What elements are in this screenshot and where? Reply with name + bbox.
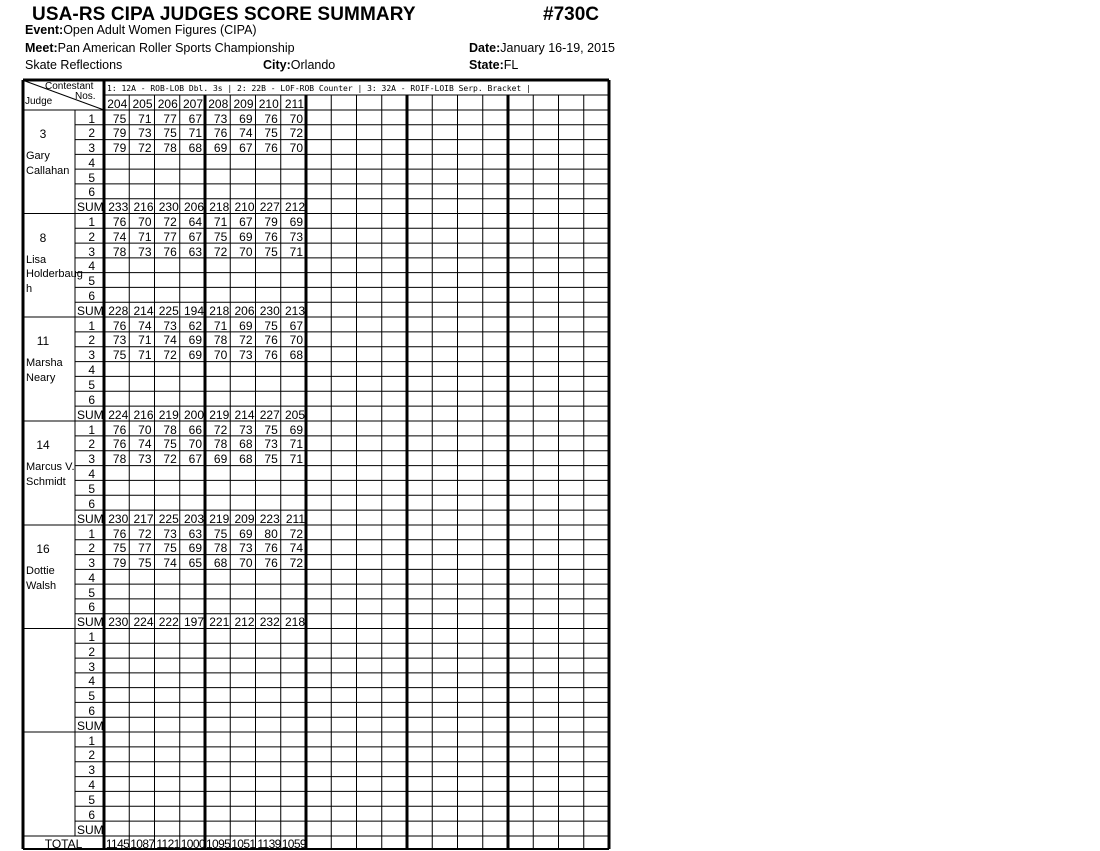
sum-row-label: SUM [77,511,104,526]
figure-row-label: 3 [88,244,95,259]
score-cell: 76 [264,111,278,126]
score-cell: 75 [264,126,278,141]
figure-row-label: 4 [88,259,95,274]
event-label: Event: [25,23,64,37]
score-cell: 67 [239,141,253,156]
score-cell: 75 [112,348,127,363]
figure-row-label: 5 [88,377,95,392]
figure-row-label: 1 [88,215,95,229]
score-cell: 69 [188,348,202,363]
sum-cell: 200 [183,407,204,422]
score-cell: 71 [138,111,152,126]
score-cell: 72 [163,452,177,467]
sum-cell: 209 [234,511,255,526]
sum-cell: 222 [158,615,179,630]
judge-number: 14 [36,438,50,452]
score-cell: 69 [213,141,228,156]
score-cell: 72 [163,215,177,229]
contestant-number: 209 [233,97,254,111]
sum-cell: 230 [158,200,179,215]
sum-row-label: SUM [77,407,104,422]
corner-nos-label: Nos. [75,91,96,102]
score-cell: 78 [213,333,228,348]
score-cell: 68 [289,348,303,363]
score-cell: 73 [163,318,177,333]
sum-cell: 213 [284,303,305,318]
contestant-number: 204 [107,97,128,111]
figure-row-label: 5 [88,792,95,807]
sum-cell: 230 [108,511,129,526]
sum-cell: 219 [158,407,179,422]
score-cell: 76 [264,556,278,571]
figure-row-label: 6 [88,600,95,615]
score-cell: 79 [112,126,127,141]
sum-cell: 210 [234,200,255,215]
sum-row-label: SUM [77,822,104,837]
score-cell: 69 [239,318,253,333]
event-value: Open Adult Women Figures (CIPA) [63,23,257,37]
score-cell: 73 [239,422,253,437]
figure-row-label: 6 [88,288,95,303]
score-cell: 72 [138,526,152,541]
score-cell: 78 [163,141,177,156]
score-cell: 70 [239,244,253,259]
score-cell: 79 [264,215,278,229]
judge-name: Gary [26,150,50,162]
sum-cell: 228 [108,303,129,318]
score-cell: 75 [213,526,228,541]
judge-name: h [26,283,33,296]
score-cell: 71 [213,215,228,229]
score-cell: 76 [112,422,127,437]
sum-row-label: SUM [77,303,104,318]
score-cell: 69 [188,541,202,556]
figure-row-label: 1 [88,733,95,748]
score-cell: 76 [264,229,278,244]
score-cell: 63 [188,526,202,541]
sum-cell: 205 [284,407,305,422]
city-value: Orlando [290,58,336,72]
figure-row-label: 3 [88,556,95,571]
score-cell: 74 [138,318,152,333]
score-cell: 74 [239,126,253,141]
score-cell: 75 [112,111,127,126]
sum-cell: 216 [133,407,154,422]
figure-row-label: 4 [88,570,95,585]
sum-cell: 214 [133,303,154,318]
sum-cell: 223 [259,511,280,526]
score-cell: 72 [289,526,303,541]
score-cell: 75 [264,318,278,333]
score-cell: 67 [239,215,253,229]
judge-number: 3 [39,127,47,141]
score-cell: 70 [289,111,303,126]
score-cell: 71 [188,126,202,141]
judge-name: Callahan [26,164,70,177]
figure-row-label: 2 [88,229,95,244]
sum-cell: 197 [183,615,204,630]
score-cell: 72 [289,556,303,571]
score-cell: 70 [188,437,202,452]
sum-cell: 225 [158,303,179,318]
figures-list: 1: 12A - ROB-LOB Dbl. 3s | 2: 22B - LOF-ROB Counter | 3: 32A - ROIF-LOIB Serp. Bracket | [107,84,531,93]
score-cell: 75 [163,541,177,556]
figure-row-label: 6 [88,392,95,407]
score-cell: 70 [239,556,253,571]
sum-cell: 212 [234,615,255,630]
figure-row-label: 1 [88,526,95,541]
score-cell: 67 [289,318,303,333]
sum-cell: 203 [183,511,204,526]
sum-cell: 221 [209,615,230,630]
score-cell: 73 [138,244,152,259]
sum-row-label: SUM [77,200,104,215]
score-cell: 72 [138,141,152,156]
state-label: State: [469,58,504,72]
score-cell: 64 [188,215,202,229]
contestant-number: 205 [132,97,153,111]
judge-name: Schmidt [26,475,66,488]
score-cell: 76 [112,526,127,541]
score-cell: 73 [264,437,278,452]
score-cell: 71 [138,333,152,348]
score-cell: 72 [213,422,228,437]
total-cell: 1087 [130,837,155,851]
score-cell: 68 [239,437,253,452]
total-cell: 1095 [205,837,231,851]
score-cell: 70 [213,348,228,363]
total-cell: 1145 [105,837,130,851]
sum-row-label: SUM [77,718,104,733]
score-cell: 72 [163,348,177,363]
score-cell: 77 [138,541,152,556]
score-cell: 74 [138,437,152,452]
figure-row-label: 6 [88,703,95,718]
score-cell: 75 [213,229,228,244]
score-cell: 77 [163,111,177,126]
meet-value: Pan American Roller Sports Championship [57,41,295,55]
score-cell: 71 [289,452,303,467]
city-label: City: [263,58,291,72]
score-cell: 75 [264,452,278,467]
score-cell: 78 [112,244,127,259]
date-value: January 16-19, 2015 [500,41,615,55]
total-cell: 1121 [156,837,180,851]
sum-cell: 227 [259,407,280,422]
score-cell: 73 [239,541,253,556]
score-cell: 76 [163,244,177,259]
date-label: Date: [469,41,501,55]
score-cell: 73 [138,126,152,141]
figure-row-label: 4 [88,778,95,793]
state-value: FL [503,58,519,72]
score-cell: 76 [264,141,278,156]
score-cell: 67 [188,111,202,126]
figure-row-label: 1 [88,630,95,644]
score-cell: 73 [239,348,253,363]
meet-label: Meet: [25,41,58,55]
judge-name: Lisa [26,253,47,266]
score-cell: 69 [239,526,253,541]
score-cell: 75 [163,437,177,452]
score-cell: 74 [163,333,177,348]
score-cell: 75 [138,556,152,571]
figure-row-label: 3 [88,659,95,674]
sum-cell: 218 [284,615,305,630]
score-cell: 76 [213,126,228,141]
score-cell: 68 [239,452,253,467]
score-cell: 76 [112,437,127,452]
sum-cell: 233 [108,200,129,215]
figure-row-label: 6 [88,496,95,511]
sum-cell: 224 [133,615,154,630]
score-cell: 69 [188,333,202,348]
score-cell: 72 [289,126,303,141]
page-title: USA-RS CIPA JUDGES SCORE SUMMARY [32,4,416,25]
sum-cell: 230 [259,303,280,318]
corner-contestant-label: Contestant [45,81,94,92]
score-cell: 78 [112,452,127,467]
figure-row-label: 2 [88,126,95,141]
figure-row-label: 3 [88,141,95,156]
figure-row-label: 2 [88,541,95,556]
judge-name: Dottie [26,565,55,577]
score-cell: 69 [213,452,228,467]
score-cell: 74 [163,556,177,571]
judge-number: 8 [39,230,47,245]
sum-cell: 227 [259,200,280,215]
score-cell: 73 [213,111,228,126]
total-cell: 1059 [281,837,306,851]
score-cell: 66 [188,422,202,437]
figure-row-label: 6 [88,807,95,822]
score-cell: 63 [188,244,202,259]
score-cell: 76 [264,541,278,556]
score-cell: 77 [163,229,177,244]
figure-row-label: 4 [88,155,95,170]
sum-cell: 214 [234,407,255,422]
score-cell: 76 [112,215,127,229]
score-cell: 78 [163,422,177,437]
sum-row-label: SUM [77,615,104,630]
figure-row-label: 4 [88,674,95,689]
judge-number: 16 [36,542,50,556]
corner-judge-label: Judge [25,96,53,107]
judge-name: Walsh [26,579,57,592]
score-cell: 62 [188,318,202,333]
figure-row-label: 2 [88,437,95,452]
sum-cell: 232 [259,615,280,630]
sum-cell: 219 [209,407,230,422]
score-cell: 80 [264,526,278,541]
score-cell: 79 [112,556,127,571]
sum-cell: 216 [133,200,154,215]
judge-number: 11 [36,334,50,348]
contestant-number: 208 [208,97,229,111]
score-cell: 76 [264,348,278,363]
score-cell: 79 [112,141,127,156]
figure-row-label: 3 [88,348,95,363]
score-cell: 73 [163,526,177,541]
judge-name: Holderbaug [26,268,83,281]
judge-name: Marcus V. [26,461,75,473]
figure-row-label: 2 [88,748,95,763]
score-cell: 70 [289,141,303,156]
sum-cell: 206 [183,200,204,215]
total-label: TOTAL [44,837,83,851]
sum-cell: 224 [108,407,129,422]
document-number: #730C [543,4,599,25]
sum-cell: 212 [284,200,305,215]
score-cell: 69 [289,215,303,229]
score-cell: 75 [264,244,278,259]
score-cell: 68 [188,141,202,156]
score-cell: 71 [138,348,152,363]
score-cell: 73 [289,229,303,244]
score-cell: 69 [239,111,253,126]
score-cell: 73 [138,452,152,467]
contestant-number: 207 [182,97,203,111]
figure-row-label: 3 [88,763,95,778]
figure-row-label: 4 [88,363,95,378]
total-cell: 1000 [180,837,205,851]
score-cell: 72 [239,333,253,348]
score-cell: 74 [289,541,303,556]
score-cell: 69 [239,229,253,244]
score-cell: 65 [188,556,202,571]
score-cell: 70 [138,422,152,437]
score-cell: 74 [112,229,127,244]
figure-row-label: 2 [88,333,95,348]
contestant-number: 211 [284,97,304,111]
contestant-number: 206 [157,97,178,111]
score-cell: 71 [289,244,303,259]
figure-row-label: 1 [88,422,95,437]
figure-row-label: 5 [88,170,95,185]
sum-cell: 225 [158,511,179,526]
sum-cell: 219 [209,511,230,526]
contestant-number: 210 [258,97,279,111]
figure-row-label: 2 [88,644,95,659]
sum-cell: 230 [108,615,129,630]
score-cell: 76 [264,333,278,348]
sum-cell: 218 [209,200,230,215]
score-cell: 78 [213,437,228,452]
sum-cell: 206 [234,303,255,318]
score-cell: 75 [264,422,278,437]
sum-cell: 218 [209,303,230,318]
figure-row-label: 1 [88,318,95,333]
score-cell: 71 [213,318,228,333]
score-cell: 72 [213,244,228,259]
score-cell: 70 [289,333,303,348]
score-cell: 76 [112,318,127,333]
score-cell: 71 [138,229,152,244]
total-cell: 1051 [231,837,256,851]
figure-row-label: 4 [88,467,95,482]
figure-row-label: 3 [88,452,95,467]
score-cell: 71 [289,437,303,452]
figure-row-label: 5 [88,481,95,496]
sum-cell: 217 [133,511,154,526]
score-cell: 73 [112,333,127,348]
sum-cell: 194 [183,303,204,318]
score-cell: 70 [138,215,152,229]
total-cell: 1139 [257,837,281,851]
score-cell: 68 [213,556,228,571]
figure-row-label: 1 [88,111,95,126]
judge-name: Neary [26,371,56,384]
score-cell: 78 [213,541,228,556]
score-cell: 75 [163,126,177,141]
score-cell: 67 [188,452,202,467]
score-cell: 67 [188,229,202,244]
sum-cell: 211 [285,511,305,526]
club-name: Skate Reflections [25,58,123,72]
figure-row-label: 5 [88,689,95,704]
score-cell: 69 [289,422,303,437]
figure-row-label: 6 [88,185,95,200]
figure-row-label: 5 [88,585,95,600]
judge-name: Marsha [26,357,63,369]
figure-row-label: 5 [88,274,95,289]
score-cell: 75 [112,541,127,556]
